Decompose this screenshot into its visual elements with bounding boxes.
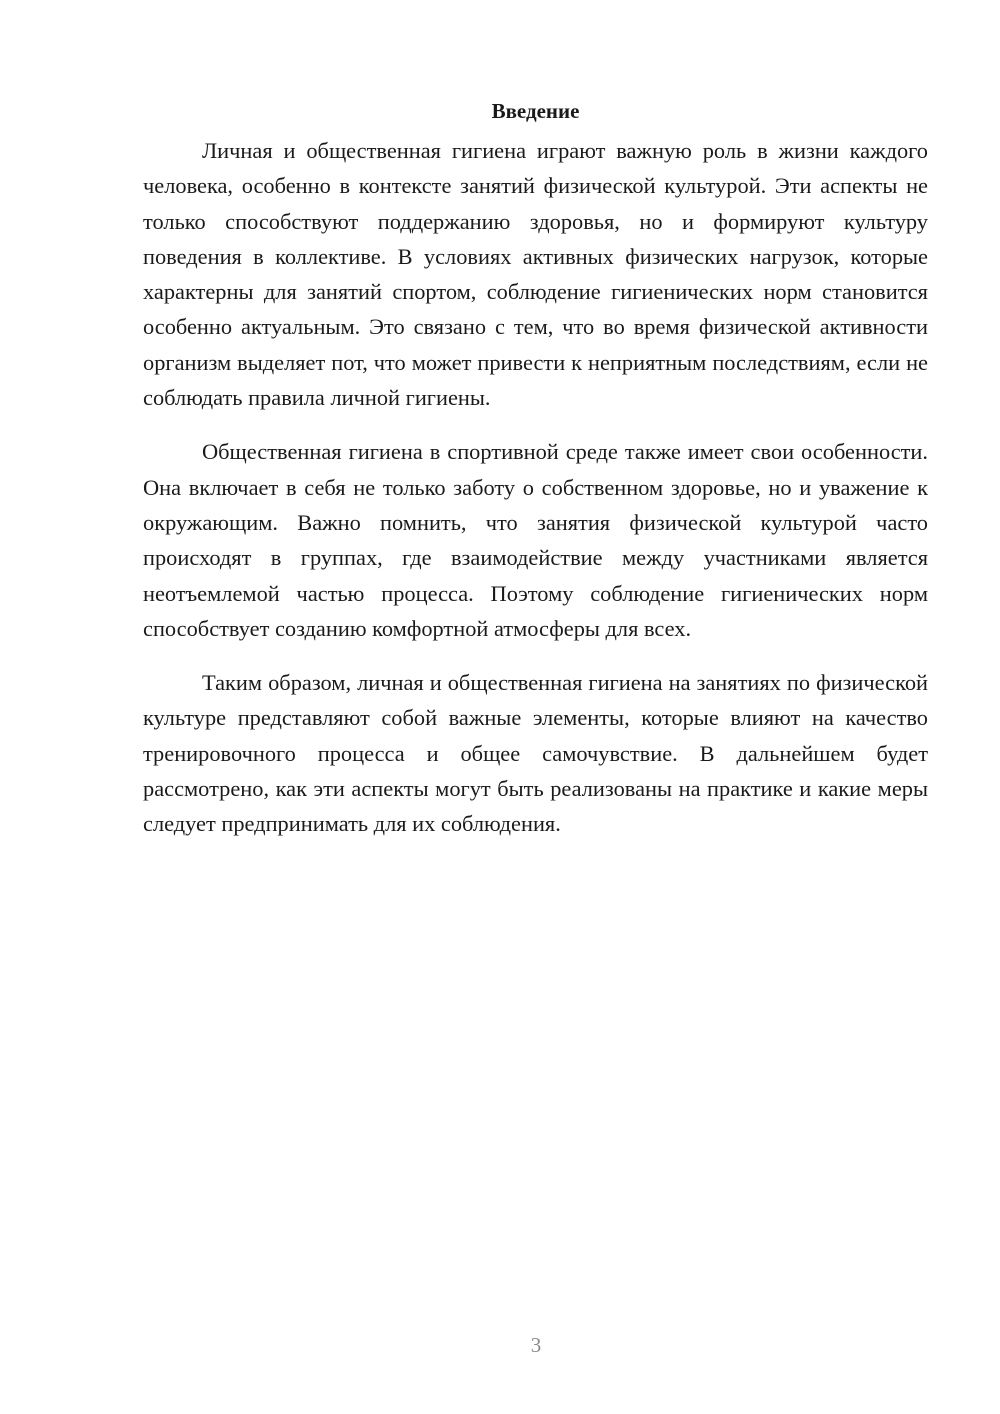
paragraph-3: Таким образом, личная и общественная гигиена на занятиях по физической культуре представляют собой важные элементы, которые влияют на качество тренировочного процесса и общее самочувствие. В дальнейшем будет рассмотрено, как эти аспекты могут быть реализованы на практике и какие меры следует предпринимать для их соблюдения.: [143, 670, 928, 837]
paragraph-2: Общественная гигиена в спортивной среде также имеет свои особенности. Она включает в себя не только заботу о собственном здоровье, но и уважение к окружающим. Важно помнить, что занятия физической культурой часто происходят в группах, где взаимодействие между участниками является неотъемлемой частью процесса. Поэтому соблюдение гигиенических норм способствует созданию комфортной атмосферы для всех.: [143, 439, 928, 641]
page-number: 3: [530, 1333, 542, 1357]
page-content: [143, 96, 928, 861]
section-title: Введение: [491, 99, 580, 123]
paragraph-1: Личная и общественная гигиена играют важную роль в жизни каждого человека, особенно в контексте занятий физической культурой. Эти аспекты не только способствуют поддержанию здоровья, но и формируют культуру поведения в коллективе. В условиях активных физических нагрузок, которые характерны для занятий спортом, соблюдение гигиенических норм становится особенно актуальным. Это связано с тем, что во время физической активности организм выделяет пот, что может привести к неприятным последствиям, если не соблюдать правила личной гигиены.: [143, 138, 928, 411]
